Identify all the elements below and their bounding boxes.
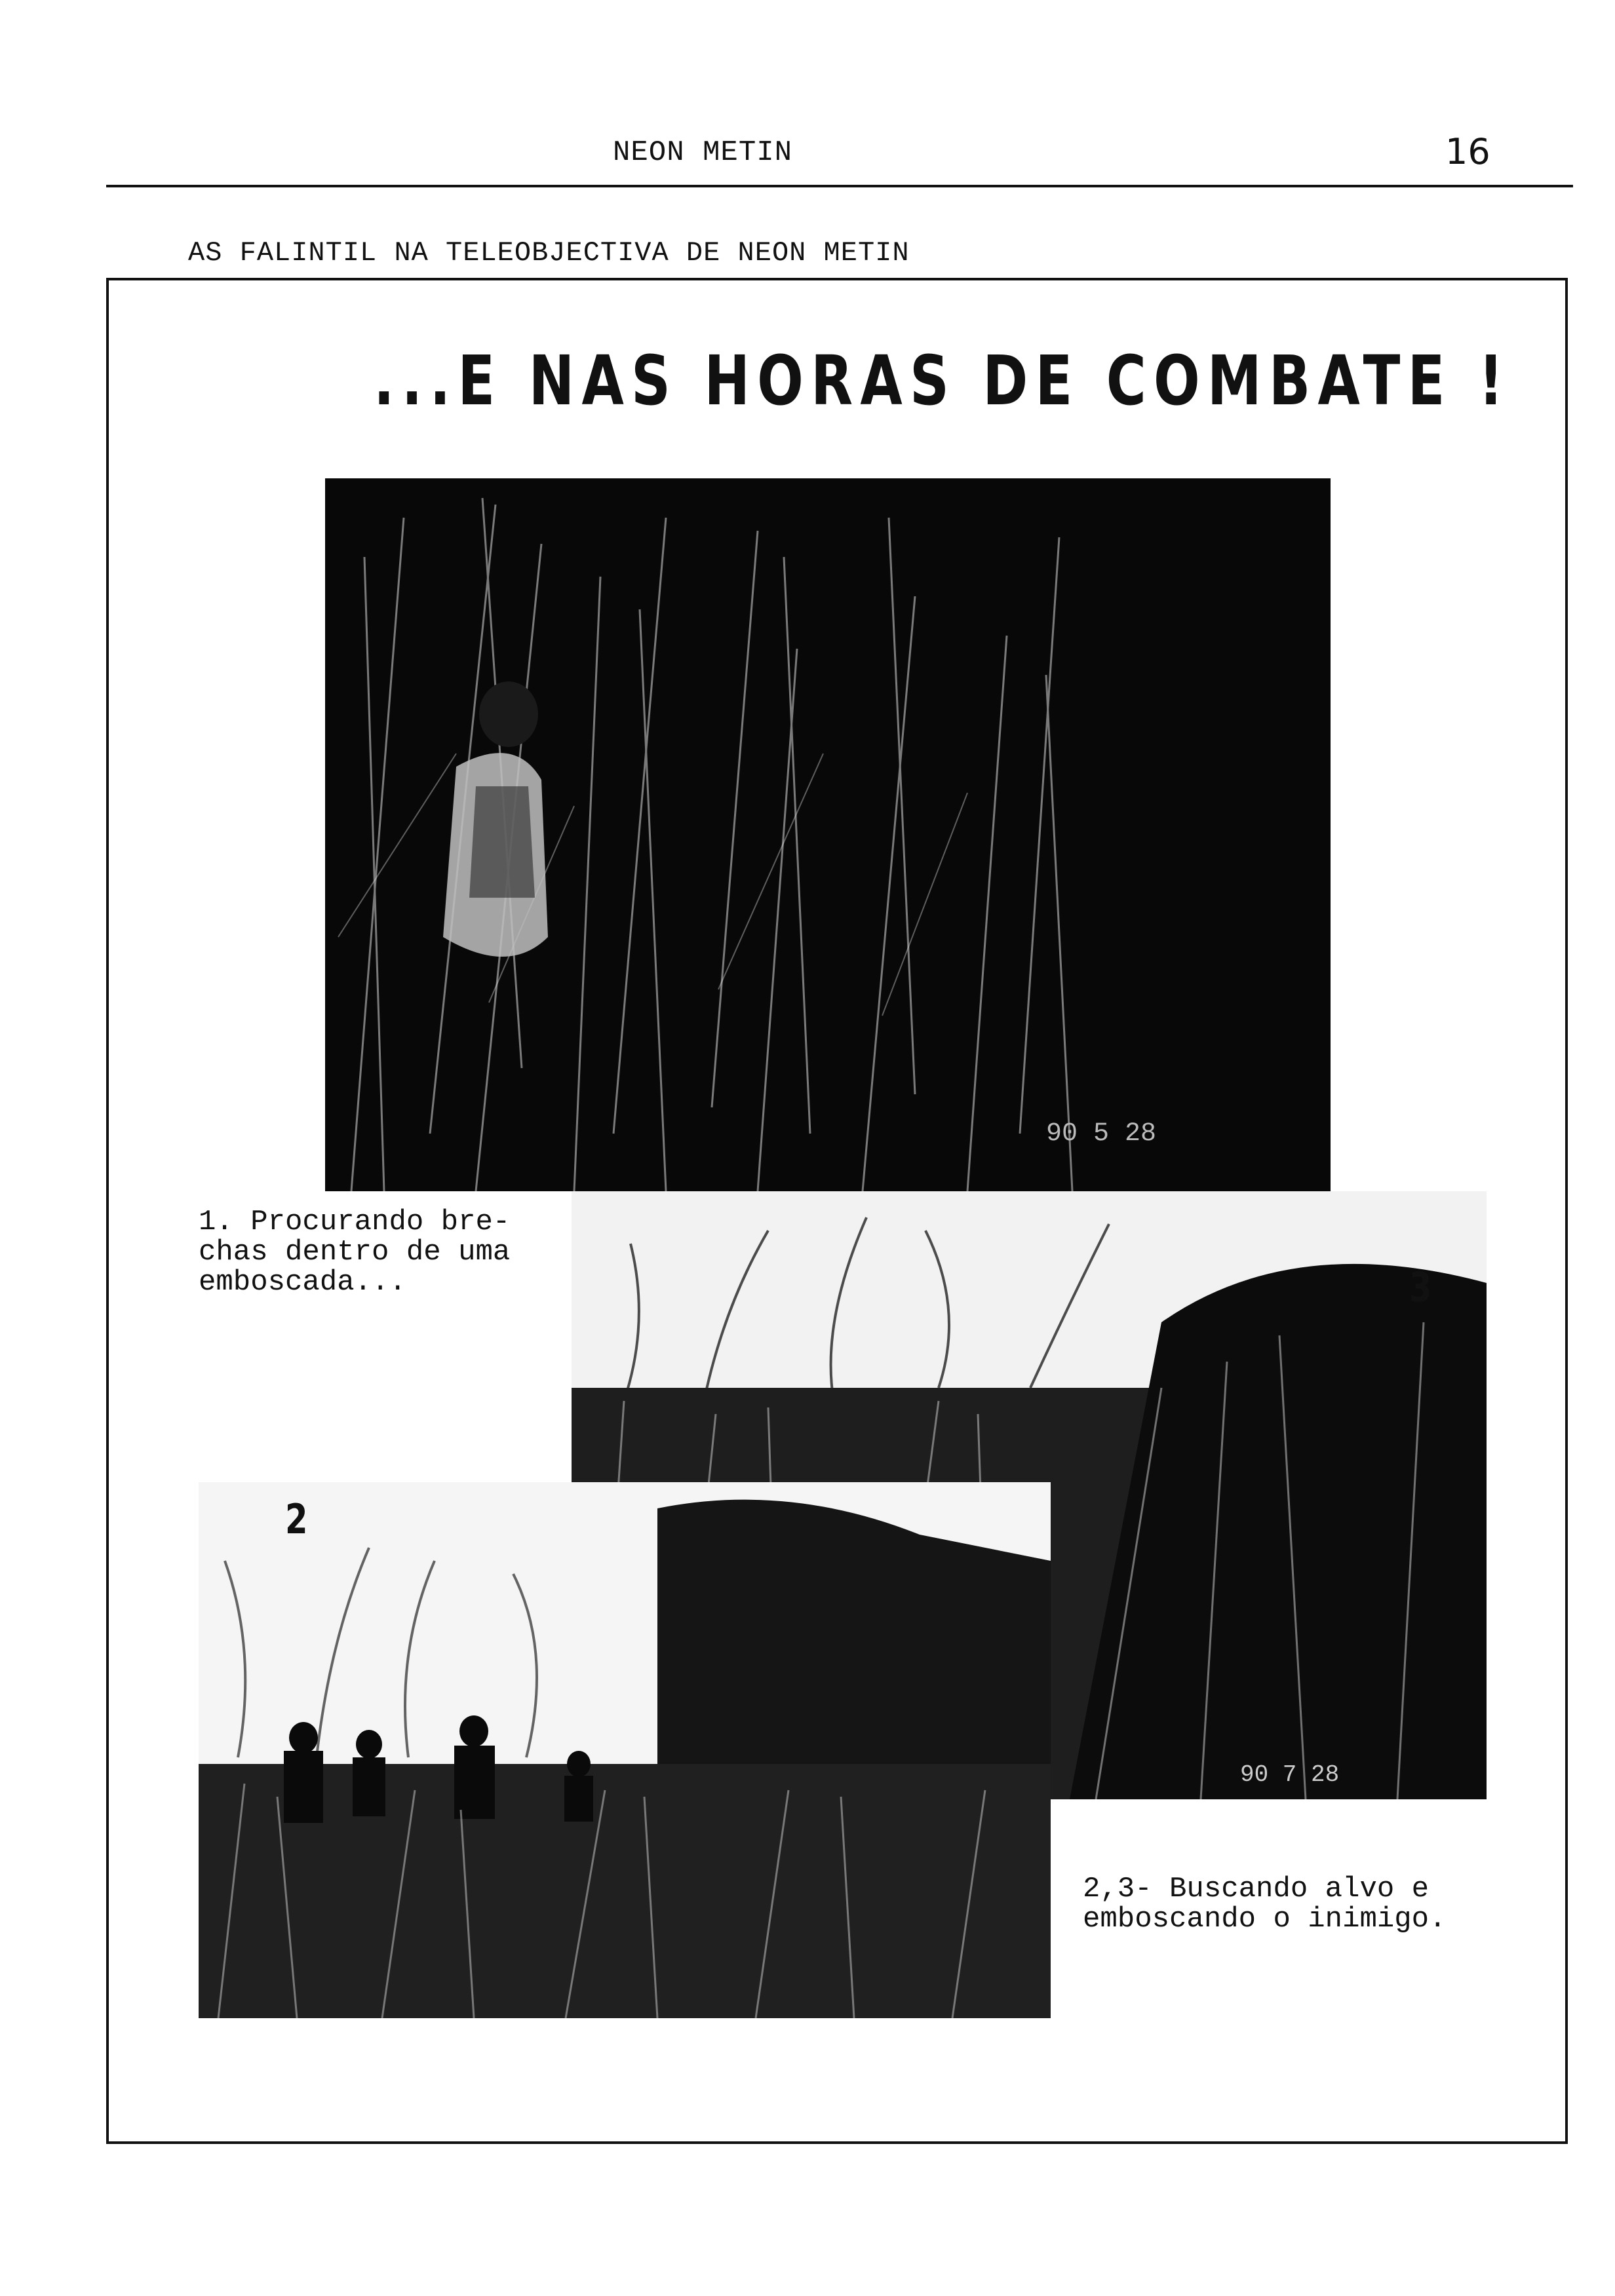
- photo-placeholder-icon: [325, 478, 1331, 1191]
- photo-2: [199, 1482, 1051, 2018]
- page-number: 16: [1445, 131, 1490, 172]
- photo-2-label: 2: [285, 1495, 308, 1543]
- page-subtitle: AS FALINTIL NA TELEOBJECTIVA DE NEON METIN: [188, 237, 910, 269]
- photo-1: [325, 478, 1331, 1191]
- caption-photos-2-3: 2,3- Buscando alvo e emboscando o inimigo.: [1083, 1873, 1447, 1936]
- photo-1-stamp: 90 5 28: [1046, 1119, 1157, 1149]
- photo-3-stamp: 90 7 28: [1240, 1761, 1340, 1788]
- caption-photo-1: 1. Procurando bre- chas dentro de uma emboscada...: [199, 1206, 511, 1299]
- photo-placeholder-icon: [199, 1482, 1051, 2018]
- header-rule: [106, 185, 1573, 187]
- photo-3-label: 3: [1409, 1263, 1432, 1311]
- headline: ...E NAS HORAS DE COMBATE !: [374, 341, 1511, 421]
- page-header-title: NEON METIN: [613, 136, 793, 169]
